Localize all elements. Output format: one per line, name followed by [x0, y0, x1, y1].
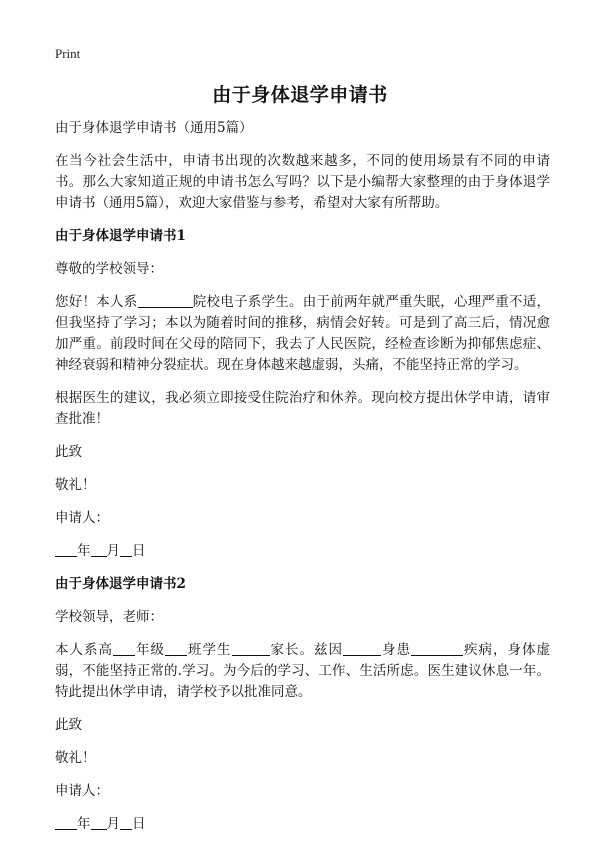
blank-line [55, 543, 77, 558]
section-2-closing-2: 敬礼！ [55, 750, 96, 766]
section-2-heading: 由于身体退学申请书2 [55, 576, 186, 592]
section-1-closing-1: 此致 [55, 444, 82, 460]
section-1-greeting: 尊敬的学校领导： [55, 261, 163, 277]
document-body [55, 118, 550, 847]
section-2-greeting: 学校领导，老师： [55, 609, 163, 625]
section-2-paragraph-1: 本人系高 年级 班学生 家长。兹因 身患 疾病，身体虚弱，不能坚持正常的.学习。为今后的学习、工作、生活所虑。医生建议休息一年。特此提出休学申请，请学校予以批准同意。 [55, 642, 550, 700]
section-1-paragraph-1: 您好！本人系 院校电子系学生。由于前两年就严重失眠，心理严重不适，但我坚持了学习；本以为随着时间的推移，病情会好转。可是到了高三后，情况愈加严重。前段时间在父母的陪同下，我去了人民医院，经检查诊断为抑郁焦虑症、神经衰弱和精神分裂症状。现在身体越来越虚弱，头痛，不能坚持正常的学习。 [55, 294, 550, 373]
blank-line [91, 543, 107, 558]
blank-line [165, 642, 187, 657]
section-1-heading: 由于身体退学申请书1 [55, 228, 186, 244]
blank-line [232, 642, 270, 657]
section-1-applicant: 申请人： [55, 510, 109, 526]
section-2-date: 年 月 日 [55, 814, 550, 835]
blank-line [138, 294, 193, 309]
page-title: 由于身体退学申请书 [212, 84, 388, 106]
blank-line [120, 543, 132, 558]
section-1-paragraph-2: 根据医生的建议，我必须立即接受住院治疗和休养。现向校方提出休学申请，请审查批准！ [55, 390, 550, 427]
section-2-applicant: 申请人： [55, 783, 109, 799]
section-1-closing-2: 敬礼！ [55, 477, 96, 493]
intro-paragraph: 在当今社会生活中，申请书出现的次数越来越多，不同的使用场景有不同的申请书。那么大家知道正规的申请书怎么写吗？以下是小编帮大家整理的由于身体退学申请书（通用5篇），欢迎大家借鉴与参考，希望对大家有所帮助。 [55, 153, 550, 211]
print-link[interactable]: Print [55, 46, 81, 61]
document-subtitle: 由于身体退学申请书（通用5篇） [55, 120, 253, 136]
section-1-date: 年 月 日 [55, 541, 550, 562]
blank-line [343, 642, 381, 657]
section-2-closing-1: 此致 [55, 717, 82, 733]
blank-line [113, 642, 135, 657]
blank-line [411, 642, 463, 657]
